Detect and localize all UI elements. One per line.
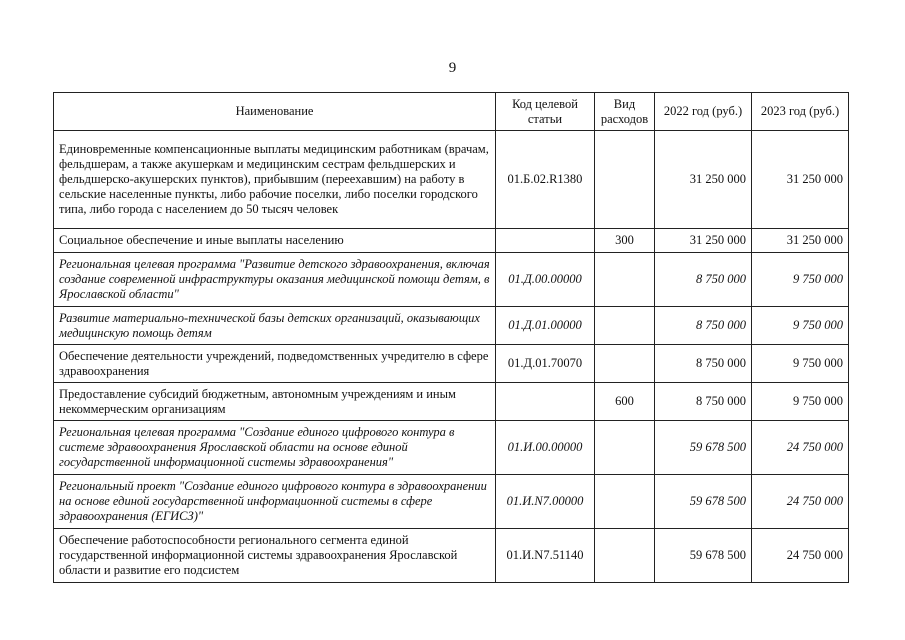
table-row xyxy=(54,345,849,383)
row-2022: 8 750 000 xyxy=(655,307,752,345)
header-2022: 2022 год (руб.) xyxy=(655,93,752,131)
table-row xyxy=(54,307,849,345)
row-2022: 31 250 000 xyxy=(655,229,752,253)
table-header-row xyxy=(54,93,849,131)
row-code: 01.Б.02.R1380 xyxy=(496,131,595,229)
row-name: Региональная целевая программа "Развитие детского здравоохранения, включая создание современной инфраструктуры оказания медицинской помощи детям, в Ярославской области" xyxy=(54,253,496,307)
row-2023: 24 750 000 xyxy=(752,421,849,475)
header-code: Код целевой статьи xyxy=(496,93,595,131)
row-expense-type xyxy=(595,475,655,529)
row-2023: 24 750 000 xyxy=(752,475,849,529)
row-2023: 31 250 000 xyxy=(752,229,849,253)
row-name: Единовременные компенсационные выплаты медицинским работникам (врачам, фельдшерам, а также акушеркам и медицинским сестрам фельдшерских и фельдшерско-акушерских пунктов), прибывшим (переехавшим) на работу в сельские населенные пункты, либо рабочие поселки, либо поселки городского типа, либо города с населением до 50 тысяч человек xyxy=(54,131,496,229)
row-2023: 24 750 000 xyxy=(752,529,849,583)
row-2023: 9 750 000 xyxy=(752,253,849,307)
row-code xyxy=(496,383,595,421)
row-2022: 8 750 000 xyxy=(655,345,752,383)
row-code: 01.И.N7.51140 xyxy=(496,529,595,583)
row-name: Региональная целевая программа "Создание единого цифрового контура в системе здравоохранения Ярославской области на основе единой государственной информационной системы здравоохранения" xyxy=(54,421,496,475)
header-expense-type: Вид расходов xyxy=(595,93,655,131)
row-name: Развитие материально-технической базы детских организаций, оказывающих медицинскую помощь детям xyxy=(54,307,496,345)
table-row xyxy=(54,253,849,307)
row-2022: 59 678 500 xyxy=(655,475,752,529)
row-code: 01.Д.01.70070 xyxy=(496,345,595,383)
table-row xyxy=(54,383,849,421)
row-code xyxy=(496,229,595,253)
row-2023: 9 750 000 xyxy=(752,345,849,383)
header-name: Наименование xyxy=(54,93,496,131)
row-2022: 31 250 000 xyxy=(655,131,752,229)
row-2022: 8 750 000 xyxy=(655,383,752,421)
budget-table xyxy=(53,92,849,583)
row-2023: 9 750 000 xyxy=(752,307,849,345)
table-row xyxy=(54,131,849,229)
row-2023: 9 750 000 xyxy=(752,383,849,421)
row-name: Обеспечение работоспособности регионального сегмента единой государственной информационной системы здравоохранения Ярославской области и развитие его подсистем xyxy=(54,529,496,583)
page-number: 9 xyxy=(448,60,457,76)
row-expense-type xyxy=(595,529,655,583)
row-code: 01.И.00.00000 xyxy=(496,421,595,475)
row-expense-type xyxy=(595,253,655,307)
row-2022: 59 678 500 xyxy=(655,529,752,583)
row-name: Предоставление субсидий бюджетным, автономным учреждениям и иным некоммерческим организациям xyxy=(54,383,496,421)
row-name: Социальное обеспечение и иные выплаты населению xyxy=(54,229,496,253)
row-expense-type xyxy=(595,307,655,345)
row-2022: 8 750 000 xyxy=(655,253,752,307)
row-code: 01.Д.00.00000 xyxy=(496,253,595,307)
table-row xyxy=(54,421,849,475)
row-2023: 31 250 000 xyxy=(752,131,849,229)
row-2022: 59 678 500 xyxy=(655,421,752,475)
header-2023: 2023 год (руб.) xyxy=(752,93,849,131)
row-code: 01.Д.01.00000 xyxy=(496,307,595,345)
row-expense-type: 600 xyxy=(595,383,655,421)
row-expense-type xyxy=(595,131,655,229)
row-name: Региональный проект "Создание единого цифрового контура в здравоохранении на основе единой государственной информационной системы в сфере здравоохранения (ЕГИСЗ)" xyxy=(54,475,496,529)
row-name: Обеспечение деятельности учреждений, подведомственных учредителю в сфере здравоохранения xyxy=(54,345,496,383)
row-expense-type: 300 xyxy=(595,229,655,253)
table-row xyxy=(54,475,849,529)
row-expense-type xyxy=(595,345,655,383)
row-code: 01.И.N7.00000 xyxy=(496,475,595,529)
table-row xyxy=(54,529,849,583)
row-expense-type xyxy=(595,421,655,475)
table-row xyxy=(54,229,849,253)
